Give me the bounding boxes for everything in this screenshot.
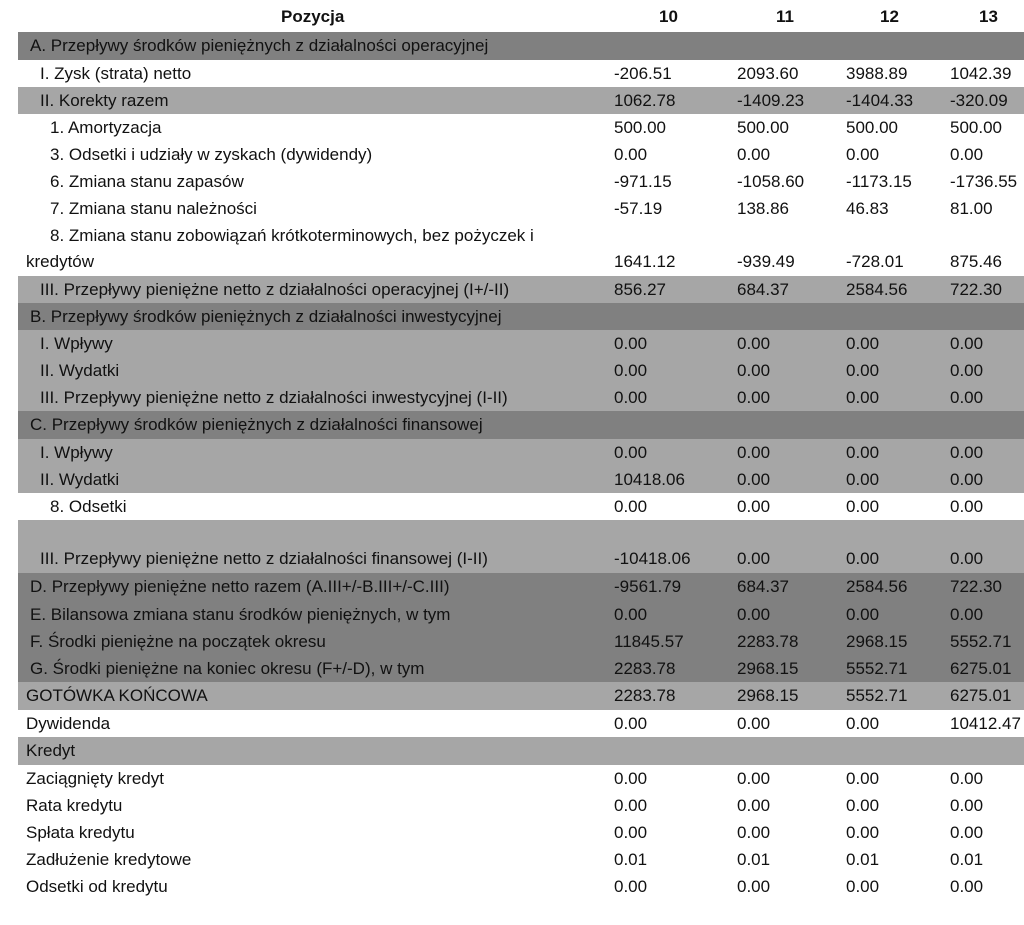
value-cell: -728.01	[846, 252, 904, 271]
value-cell: 138.86	[737, 199, 789, 218]
value-cell: 0.00	[614, 714, 648, 733]
value-cell: 3988.89	[846, 64, 908, 83]
value-cell: 500.00	[950, 118, 1002, 137]
row-label: Dywidenda	[26, 714, 111, 733]
value-cell: 5552.71	[950, 632, 1012, 651]
table-row	[18, 60, 1024, 87]
value-cell: 81.00	[950, 199, 993, 218]
value-cell: -320.09	[950, 91, 1008, 110]
row-label: I. Wpływy	[40, 443, 113, 462]
value-cell: 0.00	[737, 361, 771, 380]
row-label: GOTÓWKA KOŃCOWA	[26, 686, 208, 705]
value-cell: 0.00	[614, 443, 648, 462]
value-cell: 0.00	[614, 605, 648, 624]
value-cell: 0.00	[614, 361, 648, 380]
row-label: G. Środki pieniężne na koniec okresu (F+/-D), w tym	[30, 659, 425, 678]
value-cell: 0.00	[846, 145, 880, 164]
row-label: II. Wydatki	[40, 470, 120, 489]
table-row	[18, 792, 1024, 819]
row-label: II. Korekty razem	[40, 91, 169, 110]
table-row	[18, 439, 1024, 466]
value-cell: 0.00	[614, 388, 648, 407]
table-row	[18, 330, 1024, 357]
value-cell: 722.30	[950, 577, 1002, 596]
value-cell: 500.00	[614, 118, 666, 137]
value-cell: 500.00	[737, 118, 789, 137]
row-label: I. Wpływy	[40, 334, 113, 353]
value-cell: 0.00	[737, 497, 771, 516]
value-cell: 2584.56	[846, 577, 908, 596]
value-cell: 0.00	[950, 605, 984, 624]
value-cell: 0.00	[614, 823, 648, 842]
value-cell: 0.00	[950, 388, 984, 407]
value-cell: 0.00	[614, 769, 648, 788]
row-label: B. Przepływy środków pieniężnych z działalności inwestycyjnej	[30, 307, 502, 326]
value-cell: 0.01	[846, 850, 880, 869]
value-cell: 46.83	[846, 199, 889, 218]
value-cell: 0.00	[737, 334, 771, 353]
value-cell: 5552.71	[846, 686, 908, 705]
row-label: 6. Zmiana stanu zapasów	[50, 172, 244, 191]
value-cell: 0.00	[846, 823, 880, 842]
table-row	[18, 384, 1024, 411]
table-row	[18, 168, 1024, 195]
value-cell: 722.30	[950, 280, 1002, 299]
table-row	[18, 87, 1024, 114]
value-cell: -1173.15	[846, 172, 912, 191]
value-cell: -1058.60	[737, 172, 805, 191]
row-label: 3. Odsetki i udziały w zyskach (dywidendy)	[50, 145, 373, 164]
row-label: 8. Odsetki	[50, 497, 127, 516]
table-row	[18, 873, 1024, 900]
value-cell: 1641.12	[614, 252, 676, 271]
table-row	[18, 411, 1024, 439]
row-label: I. Zysk (strata) netto	[40, 64, 192, 83]
value-cell: 0.00	[846, 334, 880, 353]
value-cell: -9561.79	[614, 577, 682, 596]
table-row	[18, 737, 1024, 765]
value-cell: 2283.78	[614, 659, 676, 678]
value-cell: 0.00	[950, 497, 984, 516]
value-cell: 2968.15	[846, 632, 908, 651]
header-period: 13	[979, 7, 998, 26]
value-cell: 10418.06	[614, 470, 685, 489]
value-cell: 0.01	[950, 850, 984, 869]
value-cell: 0.00	[846, 497, 880, 516]
value-cell: 0.00	[737, 443, 771, 462]
row-label: Zadłużenie kredytowe	[26, 850, 192, 869]
value-cell: 0.00	[846, 714, 880, 733]
header-period: 11	[776, 7, 794, 26]
value-cell: 0.00	[846, 605, 880, 624]
value-cell: 0.00	[950, 361, 984, 380]
value-cell: 0.00	[737, 714, 771, 733]
value-cell: 2283.78	[737, 632, 799, 651]
row-label: Odsetki od kredytu	[26, 877, 168, 896]
value-cell: 0.00	[737, 145, 771, 164]
table-row	[18, 493, 1024, 520]
value-cell: 0.00	[846, 388, 880, 407]
value-cell: -206.51	[614, 64, 672, 83]
value-cell: 5552.71	[846, 659, 908, 678]
row-label: III. Przepływy pieniężne netto z działalności finansowej (I-II)	[40, 549, 488, 568]
table-row	[18, 357, 1024, 384]
row-label: 7. Zmiana stanu należności	[50, 199, 257, 218]
value-cell: 6275.01	[950, 686, 1012, 705]
value-cell: 0.00	[737, 470, 771, 489]
value-cell: 856.27	[614, 280, 666, 299]
value-cell: 0.00	[737, 796, 771, 815]
value-cell: -971.15	[614, 172, 672, 191]
table-row	[18, 846, 1024, 873]
value-cell: -57.19	[614, 199, 663, 218]
value-cell: -10418.06	[614, 549, 691, 568]
value-cell: 0.00	[950, 470, 984, 489]
value-cell: 1042.39	[950, 64, 1012, 83]
table-row	[18, 682, 1024, 710]
value-cell: 0.00	[614, 877, 648, 896]
value-cell: 1062.78	[614, 91, 676, 110]
value-cell: 10412.47	[950, 714, 1021, 733]
value-cell: -1409.23	[737, 91, 805, 110]
value-cell: 0.00	[950, 769, 984, 788]
row-label: 1. Amortyzacja	[50, 118, 162, 137]
value-cell: -939.49	[737, 252, 795, 271]
table-row	[18, 601, 1024, 628]
value-cell: 0.00	[846, 443, 880, 462]
value-cell: 684.37	[737, 280, 789, 299]
value-cell: 2968.15	[737, 659, 799, 678]
value-cell: 0.01	[737, 850, 771, 869]
table-row	[18, 819, 1024, 846]
value-cell: 0.00	[737, 877, 771, 896]
row-label: Rata kredytu	[26, 796, 123, 815]
header-period: 10	[659, 7, 678, 26]
value-cell: 0.00	[737, 769, 771, 788]
row-label: 8. Zmiana stanu zobowiązań krótkoterminowych, bez pożyczek i	[50, 226, 534, 245]
value-cell: 0.00	[737, 388, 771, 407]
table-row	[18, 710, 1024, 737]
table-row	[18, 765, 1024, 792]
value-cell: 0.00	[950, 877, 984, 896]
table-row	[18, 276, 1024, 303]
value-cell: 0.00	[950, 443, 984, 462]
value-cell: 0.00	[614, 796, 648, 815]
value-cell: 684.37	[737, 577, 789, 596]
value-cell: -1736.55	[950, 172, 1018, 191]
row-label: F. Środki pieniężne na początek okresu	[30, 632, 326, 651]
value-cell: 2283.78	[614, 686, 676, 705]
value-cell: 0.00	[846, 361, 880, 380]
table-row	[18, 222, 1024, 276]
value-cell: 0.00	[846, 877, 880, 896]
value-cell: 11845.57	[614, 632, 684, 651]
table-row	[18, 655, 1024, 682]
row-label: III. Przepływy pieniężne netto z działalności inwestycyjnej (I-II)	[40, 388, 508, 407]
row-label: E. Bilansowa zmiana stanu środków pieniężnych, w tym	[30, 605, 451, 624]
row-label: D. Przepływy pieniężne netto razem (A.III+/-B.III+/-C.III)	[30, 577, 450, 596]
value-cell: 2968.15	[737, 686, 799, 705]
header-label: Pozycja	[281, 7, 345, 26]
table-row	[18, 628, 1024, 655]
table-row	[18, 114, 1024, 141]
value-cell: 0.00	[950, 145, 984, 164]
row-label: Zaciągnięty kredyt	[26, 769, 164, 788]
table-row	[18, 573, 1024, 601]
value-cell: 6275.01	[950, 659, 1012, 678]
value-cell: 0.01	[614, 850, 648, 869]
value-cell: 0.00	[614, 145, 648, 164]
table-row	[18, 466, 1024, 493]
value-cell: 0.00	[614, 334, 648, 353]
row-label: II. Wydatki	[40, 361, 120, 380]
value-cell: 0.00	[737, 605, 771, 624]
row-label: Spłata kredytu	[26, 823, 135, 842]
value-cell: 0.00	[950, 796, 984, 815]
value-cell: -1404.33	[846, 91, 914, 110]
value-cell: 875.46	[950, 252, 1002, 271]
table-row	[18, 32, 1024, 60]
row-label: Kredyt	[26, 741, 76, 760]
value-cell: 0.00	[737, 549, 771, 568]
table-row	[18, 303, 1024, 330]
value-cell: 2584.56	[846, 280, 908, 299]
value-cell: 0.00	[846, 769, 880, 788]
value-cell: 0.00	[950, 823, 984, 842]
row-label: III. Przepływy pieniężne netto z działalności operacyjnej (I+/-II)	[40, 280, 510, 299]
table-row	[18, 141, 1024, 168]
value-cell: 0.00	[737, 823, 771, 842]
value-cell: 0.00	[846, 549, 880, 568]
row-label: A. Przepływy środków pieniężnych z działalności operacyjnej	[30, 36, 489, 55]
row-label: C. Przepływy środków pieniężnych z działalności finansowej	[30, 415, 483, 434]
table-row	[18, 195, 1024, 222]
table-header	[0, 0, 1024, 32]
value-cell: 0.00	[846, 470, 880, 489]
value-cell: 0.00	[846, 796, 880, 815]
row-label-continuation: kredytów	[26, 252, 95, 271]
header-period: 12	[880, 7, 899, 26]
value-cell: 0.00	[950, 549, 984, 568]
value-cell: 0.00	[950, 334, 984, 353]
value-cell: 2093.60	[737, 64, 799, 83]
table-row	[18, 520, 1024, 573]
value-cell: 0.00	[614, 497, 648, 516]
value-cell: 500.00	[846, 118, 898, 137]
